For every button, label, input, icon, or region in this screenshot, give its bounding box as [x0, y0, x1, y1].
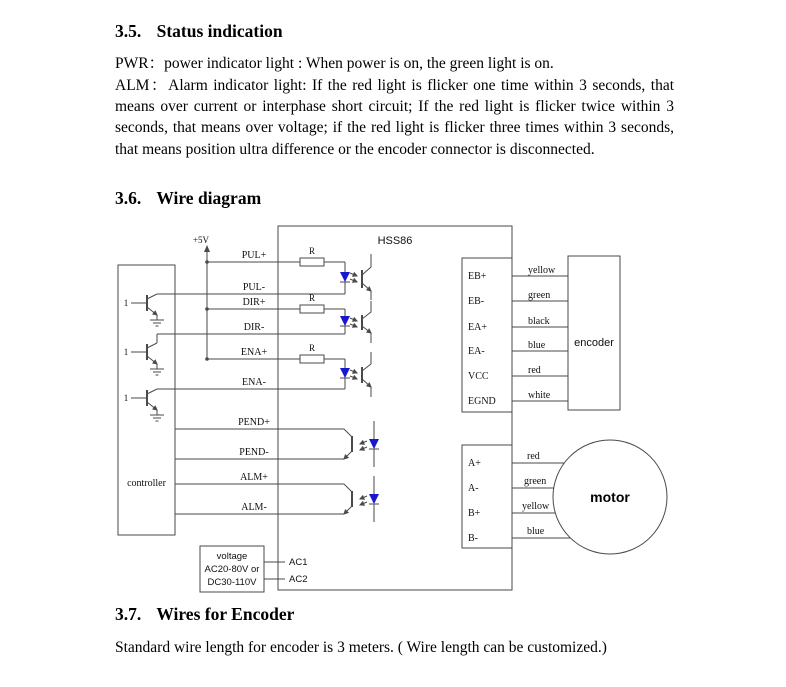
channel-number: 1 [123, 347, 129, 357]
section-3-6-number: 3.6. [115, 188, 142, 208]
wire-color-label: red [528, 365, 541, 376]
encoder-terminal-label: EB- [468, 296, 485, 307]
led-icon [340, 368, 350, 378]
motor-terminal-label: B+ [468, 508, 481, 519]
ac-terminal-label: AC1 [289, 557, 308, 568]
signal-label: ALM+ [240, 472, 268, 483]
controller-transistor-3 [124, 389, 164, 421]
supply-label: +5V [192, 235, 210, 245]
pwr-paragraph: PWR：power indicator light : When power is on, the green light is on. [115, 55, 554, 72]
resistor-label: R [308, 343, 316, 353]
controller-transistor-2 [124, 334, 164, 375]
signal-label: ENA- [242, 377, 266, 388]
controller-transistor-1 [124, 294, 164, 326]
wire-color-label: blue [528, 340, 546, 351]
optocoupler-pul [340, 254, 371, 300]
supply-rail [193, 235, 210, 361]
motor-terminal-label: A+ [468, 458, 481, 469]
driver-label: HSS86 [377, 235, 413, 247]
led-icon [340, 272, 350, 282]
wire-color-label: black [528, 316, 550, 327]
signal-label: ENA+ [240, 347, 268, 358]
led-icon [369, 494, 379, 504]
encoder-terminal-label: VCC [468, 371, 489, 382]
channel-number: 1 [123, 393, 129, 403]
signal-label: PEND+ [238, 417, 270, 428]
resistor-label: R [308, 246, 316, 256]
encoder-label: encoder [574, 337, 614, 349]
signal-label: PEND- [239, 447, 269, 458]
wire-color-label: white [528, 390, 551, 401]
resistor [300, 305, 324, 313]
resistor [300, 355, 324, 363]
led-icon [340, 316, 350, 326]
voltage-line-3: DC30-110V [207, 577, 257, 588]
encoder-terminal-label: EB+ [468, 271, 487, 282]
section-3-5-title: Status indication [156, 21, 283, 41]
encoder-box [568, 256, 620, 410]
wire-color-label: green [524, 476, 547, 487]
optocoupler-dir [340, 301, 371, 343]
controller-label: controller [127, 478, 166, 489]
signal-labels [238, 250, 270, 513]
signal-label: PUL- [242, 282, 266, 293]
wire-color-label: yellow [528, 265, 556, 276]
encoder-terminal-label: EA- [468, 346, 485, 357]
power-input [205, 551, 308, 588]
motor-terminals [468, 458, 481, 544]
section-3-6-title: Wire diagram [156, 188, 262, 208]
ac-terminal-label: AC2 [289, 574, 308, 585]
motor-terminal-label: B- [468, 533, 478, 544]
encoder-note-paragraph: Standard wire length for encoder is 3 meters. ( Wire length can be customized.) [115, 639, 607, 656]
motor-wire-labels [522, 451, 550, 537]
channel-number: 1 [123, 298, 129, 308]
motor-label: motor [590, 489, 630, 505]
alm-paragraph: ALM：Alarm indicator light: If the red light is flicker one time within 3 seconds, that means over current or interphase short circuit; If the red light is flicker twice within 3 seconds, that means over voltage; if the red light is flicker three times within 3 seconds, that means position ultra difference or the encoder connector is disconnected. [115, 77, 674, 158]
wire-color-label: green [528, 290, 551, 301]
encoder-terminal-label: EGND [468, 396, 496, 407]
signal-label: DIR- [243, 322, 265, 333]
section-3-7-title: Wires for Encoder [156, 604, 295, 624]
section-3-7-number: 3.7. [115, 604, 142, 624]
wire-color-label: red [527, 451, 540, 462]
resistor [300, 258, 324, 266]
wire-color-label: blue [527, 526, 545, 537]
resistor-label: R [308, 293, 316, 303]
led-icon [369, 439, 379, 449]
voltage-line-1: voltage [216, 551, 248, 562]
section-3-7-heading [115, 604, 294, 625]
encoder-wire-labels [528, 265, 556, 401]
optocoupler-pend [344, 421, 379, 467]
signal-label: DIR+ [242, 297, 266, 308]
signal-label: PUL+ [241, 250, 267, 261]
encoder-terminal-label: EA+ [468, 322, 487, 333]
motor-terminal-label: A- [468, 483, 479, 494]
encoder-terminals [468, 271, 496, 407]
optocoupler-alm [344, 476, 379, 522]
wire-color-label: yellow [522, 501, 550, 512]
voltage-line-2: AC20-80V or [204, 564, 260, 575]
signal-label: ALM- [241, 502, 267, 513]
section-3-5-number: 3.5. [115, 21, 142, 41]
diagram-boxes [118, 226, 620, 592]
resistors [300, 246, 324, 363]
